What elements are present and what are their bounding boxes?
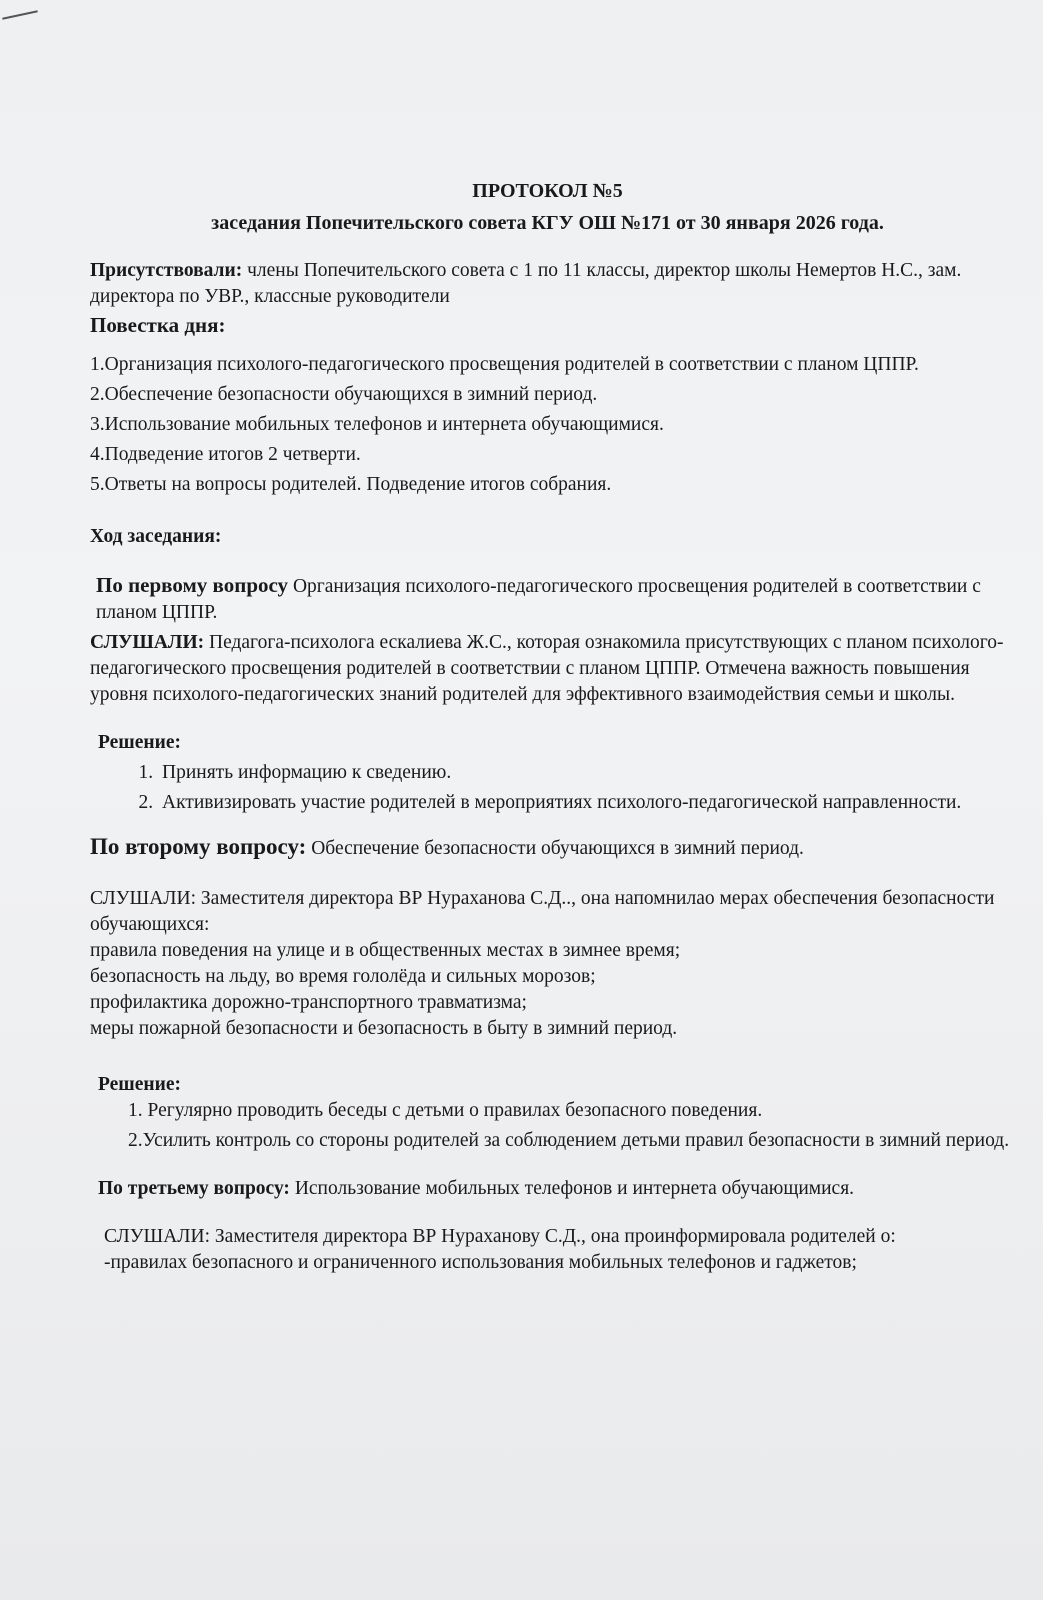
agenda-item: 2.Обеспечение безопасности обучающихся в зимний период. <box>90 384 598 405</box>
question-1-lead: По первому вопросу <box>96 573 289 597</box>
attendees-label: Присутствовали: <box>90 260 243 281</box>
decision-item: 1. Принять информацию к сведению. <box>158 760 1025 786</box>
listened-label: СЛУШАЛИ: <box>90 632 205 653</box>
agenda-heading: Повестка дня: <box>90 313 226 337</box>
decision-item: 2.Усилить контроль со стороны родителей за соблюдением детьми правил безопасности в зимний период. <box>128 1130 1010 1151</box>
title-block <box>70 178 1025 236</box>
question-3 <box>98 1176 1025 1202</box>
question-1-text: Организация психолого-педагогического просвещения родителей в соответствии с планом ЦППР. <box>96 576 981 623</box>
question-1-decisions <box>128 760 1025 816</box>
pen-mark <box>2 10 38 19</box>
decision-item: 1. Регулярно проводить беседы с детьми о правилах безопасного поведения. <box>128 1100 763 1121</box>
question-2-listened <box>90 886 1025 1042</box>
attendees <box>90 258 1025 310</box>
agenda-item: 3.Использование мобильных телефонов и интернета обучающимися. <box>90 414 664 435</box>
question-3-text: Использование мобильных телефонов и интернета обучающимися. <box>289 1178 855 1199</box>
question-2-decisions <box>128 1098 1025 1154</box>
question-2-lead: По второму вопросу: <box>90 834 307 859</box>
document-subtitle: заседания Попечительского совета КГУ ОШ №171 от 30 января 2026 года. <box>211 212 884 234</box>
safety-point: правила поведения на улице и в общественных местах в зимнее время; <box>90 940 681 961</box>
question-1 <box>96 572 1025 626</box>
question-2-listened-text: СЛУШАЛИ: Заместителя директора ВР Нураханова С.Д.., она напомнилао мерах обеспечения безопасности обучающихся: <box>90 888 995 935</box>
decision-item: 2. Активизировать участие родителей в мероприятиях психолого-педагогической направленности. <box>158 790 1025 816</box>
document-title: ПРОТОКОЛ №5 <box>472 180 623 202</box>
agenda-list <box>90 352 1025 498</box>
question-2-decision-label: Решение: <box>98 1074 182 1095</box>
question-2 <box>90 834 1025 862</box>
question-1-listened <box>90 630 1025 708</box>
proceedings-heading: Ход заседания: <box>90 526 222 547</box>
safety-point: меры пожарной безопасности и безопасность в быту в зимний период. <box>90 1018 678 1039</box>
question-1-decision-label: Решение: <box>98 732 182 753</box>
protocol-document <box>90 178 1025 1276</box>
agenda-item: 1.Организация психолого-педагогического просвещения родителей в соответствии с планом ЦППР. <box>90 354 919 375</box>
listened-text: Педагога-психолога ескалиева Ж.С., которая ознакомила присутствующих с планом психолого-педагогического просвещения родителей в соответствии с планом ЦППР. Отмечена важность повышения уровня психолого-педагогических знаний родителей для эффективного взаимодействия семьи и школы. <box>90 632 1004 705</box>
safety-point: профилактика дорожно-транспортного травматизма; <box>90 992 527 1013</box>
gadget-point: -правилах безопасного и ограниченного использования мобильных телефонов и гаджетов; <box>104 1252 857 1273</box>
safety-point: безопасность на льду, во время гололёда и сильных морозов; <box>90 966 596 987</box>
agenda-item: 4.Подведение итогов 2 четверти. <box>90 444 361 465</box>
question-3-lead: По третьему вопросу: <box>98 1178 290 1199</box>
question-3-listened <box>104 1224 1025 1276</box>
question-2-text: Обеспечение безопасности обучающихся в зимний период. <box>306 838 804 859</box>
question-3-listened-text: СЛУШАЛИ: Заместителя директора ВР Нураханову С.Д., она проинформировала родителей о: <box>104 1226 896 1247</box>
agenda-item: 5.Ответы на вопросы родителей. Подведение итогов собрания. <box>90 474 612 495</box>
attendees-text: члены Попечительского совета с 1 по 11 классы, директор школы Немертов Н.С., зам. директора по УВР., классные руководители <box>90 260 962 307</box>
